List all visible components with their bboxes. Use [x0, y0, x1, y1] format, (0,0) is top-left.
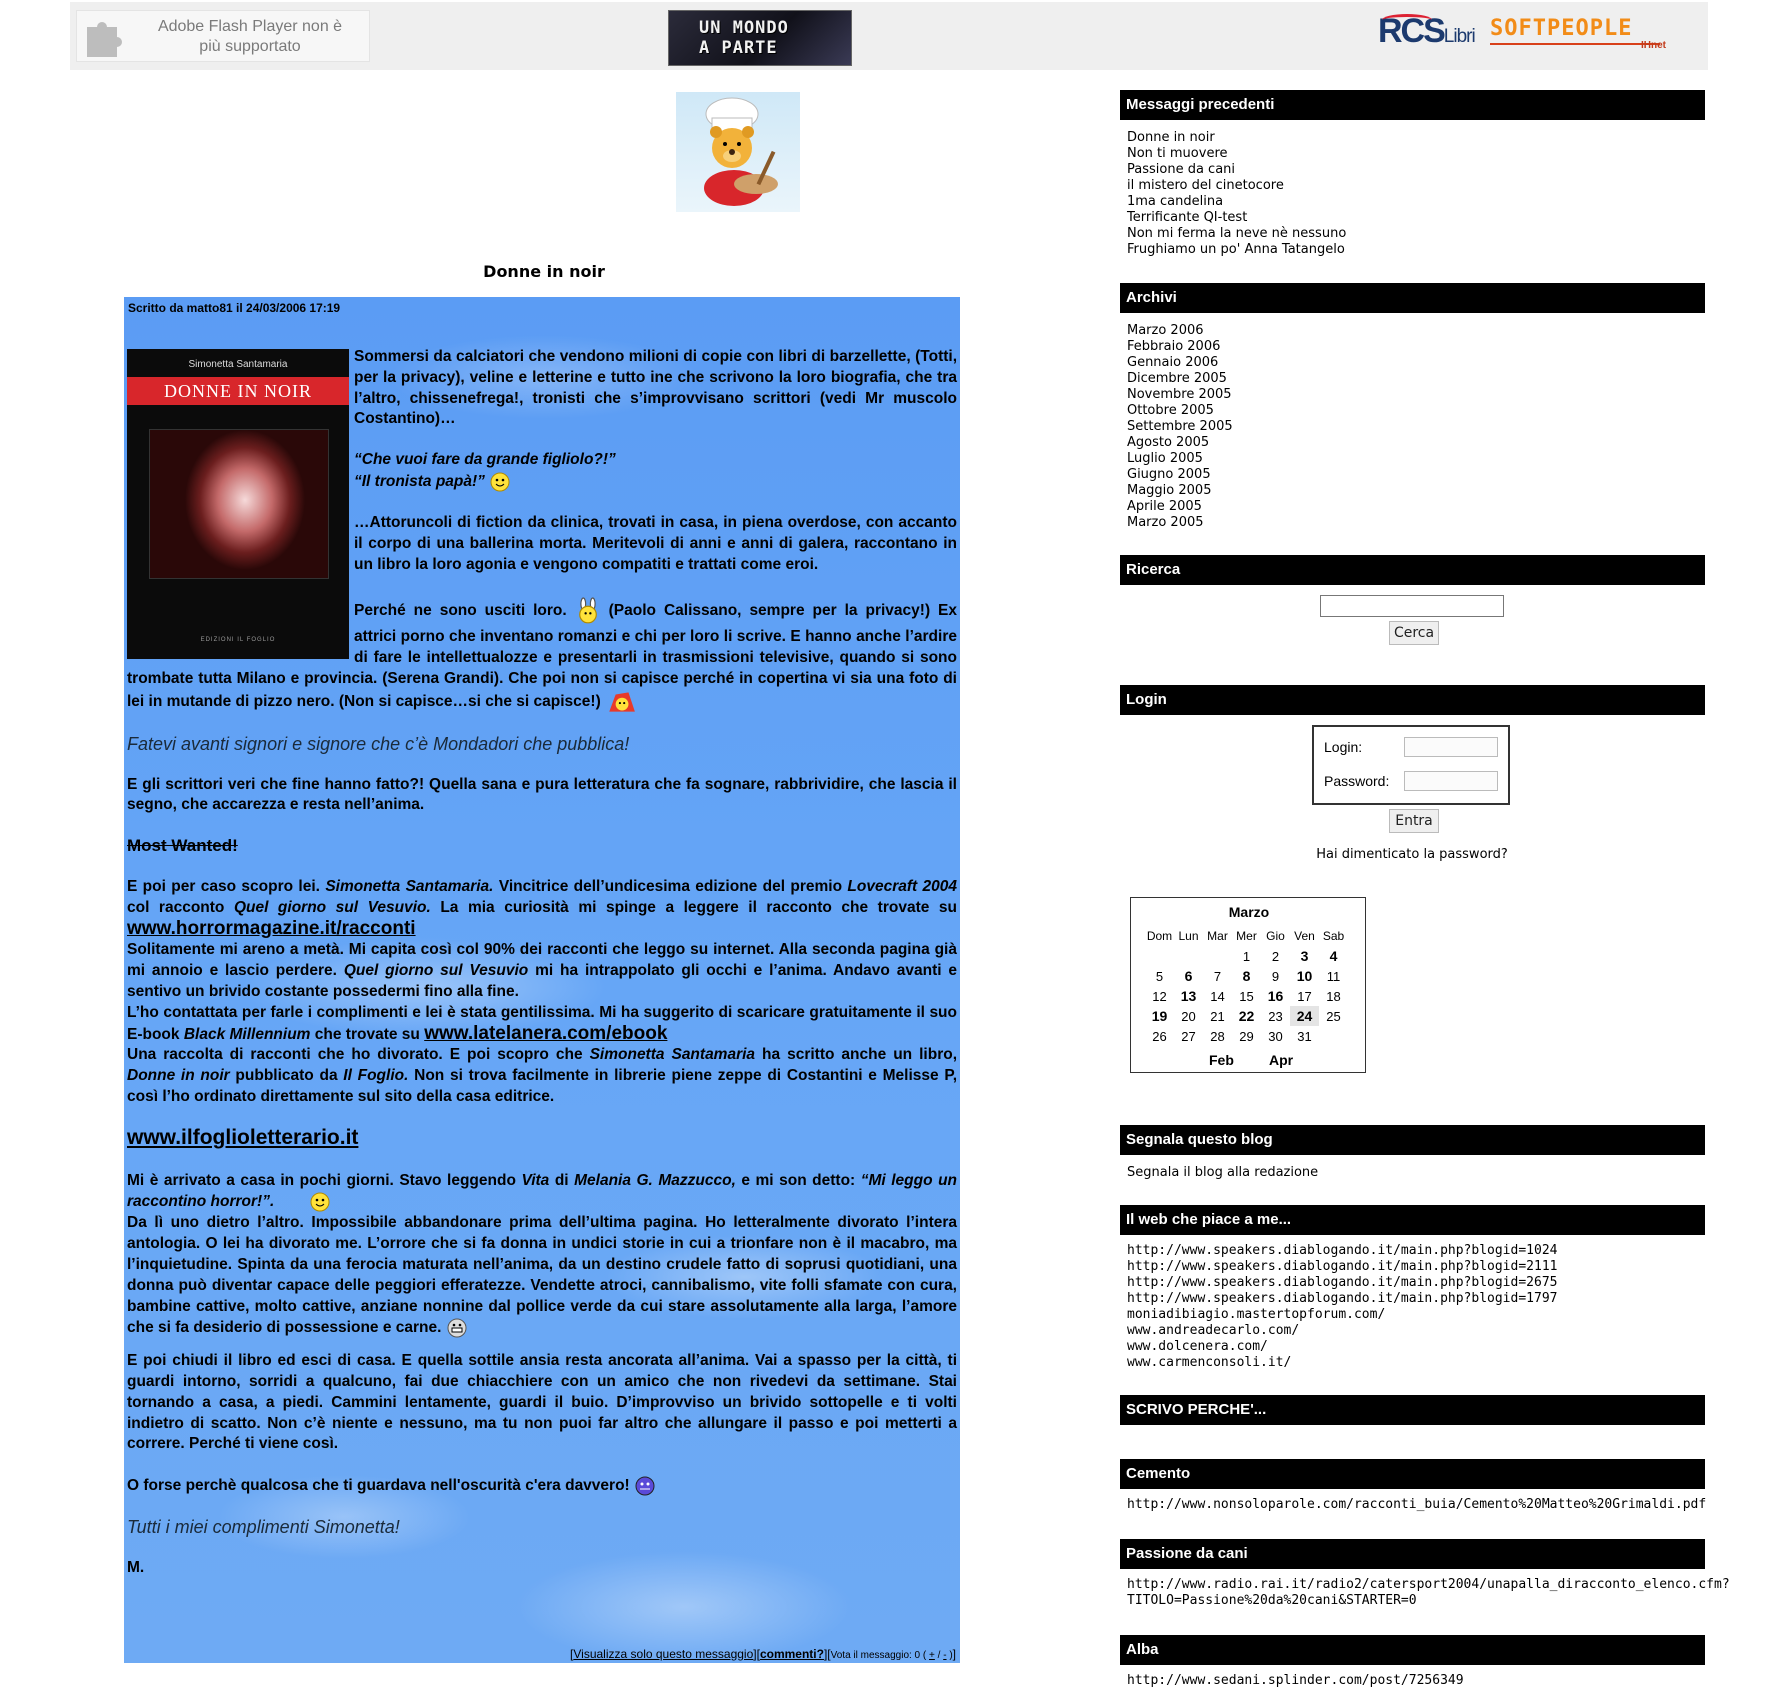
- softpeople-text: SOFTPEOPLE: [1490, 16, 1633, 41]
- spacer: [127, 1339, 957, 1351]
- search-input[interactable]: [1320, 595, 1504, 617]
- book-cover-publisher: EDIZIONI IL FOGLIO: [200, 637, 276, 643]
- vote-plus-link[interactable]: +: [929, 1650, 935, 1661]
- passione-section: [1120, 1569, 1730, 1635]
- calendar-week: [1145, 986, 1348, 1006]
- grin-smiley-icon: [446, 1317, 468, 1339]
- calendar-day-20: 20: [1181, 1008, 1196, 1024]
- p6-book: Donne in noir: [127, 1067, 230, 1085]
- alba-header: Alba: [1120, 1635, 1705, 1665]
- p5-a: E poi per caso scopro lei.: [127, 877, 320, 895]
- web-link[interactable]: http://www.speakers.diablogando.it/main.php?blogid=1024: [1127, 1243, 1558, 1258]
- recent-item[interactable]: il mistero del cinetocore: [1127, 178, 1284, 193]
- calendar-day-header: Ven: [1294, 929, 1315, 943]
- winnie-pooh-chef-mascot: [676, 92, 800, 212]
- password-field[interactable]: [1404, 771, 1498, 791]
- archive-header: Archivi: [1120, 283, 1705, 313]
- p6-pub: Il Foglio.: [343, 1067, 409, 1085]
- calendar-week: [1145, 1026, 1348, 1046]
- recent-item[interactable]: Frughiamo un po' Anna Tatangelo: [1127, 242, 1345, 257]
- sidebar: [1120, 90, 1730, 1689]
- p6-a: Solitamente mi areno a metà. Mi capita così col 90% dei racconti che leggo su internet. Alla seconda pagina già mi annoio e lascio perdere.: [127, 941, 957, 980]
- calendar-day-6[interactable]: 6: [1184, 968, 1193, 984]
- calendar-day-23: 23: [1268, 1008, 1283, 1024]
- archive-item[interactable]: Maggio 2005: [1127, 483, 1212, 498]
- paragraph-5: [127, 877, 957, 1108]
- archive-item[interactable]: Dicembre 2005: [1127, 371, 1227, 386]
- paragraph-1: Sommersi da calciatori che vendono milioni di copie con libri di barzellette, (Totti, per la privacy), veline e letterine e tutto ine che scrivono la loro biografia, che tra l’altro, chissenefrega!, tronisti che s’improvvisano scrittori (vedi Mr muscolo Costantino)…: [354, 348, 957, 428]
- calendar-day-25: 25: [1326, 1008, 1341, 1024]
- archive-item[interactable]: Luglio 2005: [1127, 451, 1203, 466]
- pooh-chef-icon: [676, 92, 800, 212]
- calendar-day-8[interactable]: 8: [1242, 968, 1251, 984]
- calendar-day-header: Mer: [1236, 929, 1257, 943]
- search-header: Ricerca: [1120, 555, 1705, 585]
- calendar-day-24[interactable]: 24: [1290, 1006, 1319, 1026]
- archive-list: [1120, 313, 1705, 555]
- scrivo-perche-header: SCRIVO PERCHE'...: [1120, 1395, 1705, 1425]
- paragraph-10: [127, 1475, 957, 1497]
- calendar-month: Marzo: [1228, 904, 1270, 920]
- smiley-icon: [489, 471, 511, 493]
- archive-item[interactable]: Febbraio 2006: [1127, 339, 1221, 354]
- calendar-day-10[interactable]: 10: [1296, 968, 1313, 984]
- calendar-day-29: 29: [1239, 1028, 1254, 1044]
- calendar-day-11: 11: [1326, 968, 1341, 984]
- calendar-empty-cell: [1145, 946, 1174, 966]
- post-meta: Scritto da matto81 il 24/03/2006 17:19: [128, 301, 341, 315]
- p7-c: e mi son detto:: [741, 1171, 856, 1189]
- calendar-day-17: 17: [1297, 988, 1312, 1004]
- calendar-day-2: 2: [1271, 948, 1280, 964]
- view-only-message-link[interactable]: Visualizza solo questo messaggio: [573, 1647, 754, 1661]
- archive-item[interactable]: Novembre 2005: [1127, 387, 1232, 402]
- calendar-day-26: 26: [1152, 1028, 1167, 1044]
- web-link[interactable]: www.andreadecarlo.com/: [1127, 1323, 1300, 1338]
- archive-item[interactable]: Settembre 2005: [1127, 419, 1233, 434]
- calendar-day-3[interactable]: 3: [1300, 948, 1309, 964]
- site-header: [70, 2, 1708, 70]
- p5-d: La mia curiosità mi spinge a leggere il racconto che trovate su: [440, 898, 957, 916]
- calendar-prev-month[interactable]: Feb: [1209, 1052, 1234, 1068]
- p7-author: Melania G. Mazzucco,: [574, 1171, 736, 1189]
- red-hood-smiley-icon: [605, 690, 637, 714]
- calendar-empty-cell: [1174, 946, 1203, 966]
- paragraph-2: …Attoruncoli di fiction da clinica, trovati in casa, in piena overdose, con accanto il corpo di una ballerina morta. Meritevoli di anni e anni di galera, raccontano in un libro la loro agonia e vengono compatiti e trattati come eroi.: [354, 513, 957, 573]
- recent-item[interactable]: Non mi ferma la neve nè nessuno: [1127, 226, 1347, 241]
- archive-item[interactable]: Marzo 2005: [1127, 515, 1204, 530]
- search-section: [1120, 585, 1705, 685]
- recent-messages-header: Messaggi precedenti: [1120, 90, 1705, 120]
- softpeople-logo[interactable]: [1490, 16, 1690, 56]
- calendar-day-14: 14: [1210, 988, 1225, 1004]
- latelanera-link[interactable]: www.latelanera.com/ebook: [424, 1022, 668, 1044]
- rcs-text: RCS: [1378, 12, 1444, 50]
- p6-name: Simonetta Santamaria: [589, 1046, 756, 1064]
- calendar-empty-cell: [1319, 1026, 1348, 1046]
- paragraph-10-text: O forse perchè qualcosa che ti guardava nell'oscurità c'era davvero!: [127, 1477, 630, 1495]
- softpeople-underline: [1490, 43, 1660, 45]
- flash-placeholder[interactable]: [76, 10, 370, 62]
- calendar-day-30: 30: [1268, 1028, 1283, 1044]
- search-button[interactable]: Cerca: [1389, 621, 1439, 645]
- bunny-smiley-icon: [575, 595, 601, 627]
- compliments-italic: Tutti i miei complimenti Simonetta!: [127, 1517, 400, 1538]
- p5-c: col racconto: [127, 898, 225, 916]
- login-header: Login: [1120, 685, 1705, 715]
- calendar-day-18: 18: [1326, 988, 1341, 1004]
- signal-blog-section: [1120, 1155, 1705, 1205]
- web-link[interactable]: http://www.speakers.diablogando.it/main.php?blogid=2675: [1127, 1275, 1558, 1290]
- calendar-day-4[interactable]: 4: [1329, 948, 1338, 964]
- archive-item[interactable]: Marzo 2006: [1127, 323, 1204, 338]
- calendar-day-7: 7: [1213, 968, 1222, 984]
- web-link[interactable]: moniadibiagio.mastertopforum.com/: [1127, 1307, 1386, 1322]
- calendar-week: [1145, 966, 1348, 986]
- recent-item[interactable]: Passione da cani: [1127, 162, 1236, 177]
- foglio-link-paragraph: [127, 1125, 957, 1151]
- web-link[interactable]: www.dolcenera.com/: [1127, 1339, 1268, 1354]
- calendar-week: [1145, 946, 1348, 966]
- un-mondo-a-parte-logo[interactable]: [668, 10, 852, 66]
- web-links-list: [1120, 1235, 1705, 1395]
- p6-story: Quel giorno sul Vesuvio: [343, 962, 529, 980]
- vote-label: Vota il messaggio: 0: [830, 1650, 921, 1661]
- p5-prize: Lovecraft 2004: [847, 877, 958, 895]
- mondadori-italic: Fatevi avanti signori e signore che c’è Mondadori che pubblica!: [127, 733, 630, 754]
- logo-mondo-line-1: UN MONDO: [699, 18, 789, 38]
- calendar-grid: [1145, 926, 1348, 1046]
- flash-message-line-2: più supportato: [199, 38, 301, 55]
- login-section: [1120, 715, 1705, 1125]
- calendar-day-31: 31: [1297, 1028, 1312, 1044]
- password-label: Password:: [1324, 773, 1390, 789]
- ilfoglioletterario-link[interactable]: www.ilfoglioletterario.it: [127, 1125, 359, 1149]
- p6-b: mi ha intrappolato gli occhi e l’anima. Andavo avanti e sentivo un brivido costante possedermi fino alla fine.: [127, 962, 957, 1000]
- calendar-day-header: Dom: [1146, 929, 1173, 943]
- login-field[interactable]: [1404, 737, 1498, 757]
- calendar-day-13[interactable]: 13: [1180, 988, 1197, 1004]
- rcs-libri-logo[interactable]: [1378, 12, 1478, 52]
- login-label: Login:: [1324, 739, 1363, 755]
- p7-a: Mi è arrivato a casa in pochi giorni. Stavo leggendo: [127, 1171, 516, 1189]
- devil-smiley-icon: [634, 1475, 656, 1497]
- archive-item[interactable]: Ottobre 2005: [1127, 403, 1214, 418]
- cemento-link[interactable]: http://www.nonsoloparole.com/racconti_buia/Cemento%20Matteo%20Grimaldi.pdf: [1127, 1497, 1707, 1512]
- libri-text: Libri: [1443, 26, 1475, 47]
- paragraph-4: E gli scrittori veri che fine hanno fatto?! Quella sana e pura letteratura che fa sognare, rabbrividire, che lascia il segno, che accarezza e resta nell’anima.: [127, 775, 957, 814]
- web-link[interactable]: http://www.speakers.diablogando.it/main.php?blogid=2111: [1127, 1259, 1558, 1274]
- p5-story: Quel giorno sul Vesuvio.: [233, 898, 431, 916]
- p6-g: pubblicato da: [235, 1067, 338, 1085]
- calendar-day-header: Lun: [1178, 929, 1199, 943]
- calendar-day-header: Sab: [1322, 929, 1345, 943]
- calendar-day-27: 27: [1181, 1028, 1196, 1044]
- p6-ebook: Black Millennium: [183, 1025, 311, 1043]
- calendar-day-12: 12: [1152, 988, 1167, 1004]
- flash-message: [135, 17, 365, 57]
- calendar-day-5: 5: [1155, 968, 1164, 984]
- login-form: [1312, 725, 1510, 805]
- ihnet-text: IHnet: [1641, 40, 1666, 51]
- archive-item[interactable]: Gennaio 2006: [1127, 355, 1219, 370]
- post-body: [127, 347, 957, 1599]
- p5-author-name: Simonetta Santamaria.: [325, 877, 494, 895]
- post-container: [124, 297, 960, 1663]
- calendar-day-9: 9: [1271, 968, 1280, 984]
- post-footer: [Visualizza solo questo messaggio][commenti?][Vota il messaggio: 0 ( + / - )]: [570, 1647, 956, 1661]
- paragraph-7: [127, 1171, 957, 1340]
- logo-mondo-line-2: A PARTE: [699, 38, 778, 58]
- calendar: [1130, 897, 1366, 1073]
- cemento-header: Cemento: [1120, 1459, 1705, 1489]
- paragraph-3-start: Perché ne sono usciti loro.: [354, 602, 567, 620]
- calendar-day-21: 21: [1210, 1008, 1225, 1024]
- archive-item[interactable]: Giugno 2005: [1127, 467, 1211, 482]
- forgot-password-link[interactable]: Hai dimenticato la password?: [1316, 847, 1508, 862]
- archive-item[interactable]: Aprile 2005: [1127, 499, 1202, 514]
- scrivo-perche-section: [1120, 1425, 1705, 1459]
- recent-item[interactable]: Terrificante QI-test: [1127, 210, 1248, 225]
- cemento-section: [1120, 1489, 1705, 1539]
- web-link[interactable]: http://www.speakers.diablogando.it/main.php?blogid=1797: [1127, 1291, 1558, 1306]
- cover-spacer: [127, 347, 354, 659]
- passione-link-1[interactable]: http://www.radio.rai.it/radio2/catersport2004/unapalla_diracconto_elenco.cfm?: [1127, 1577, 1730, 1592]
- p6-e: Una raccolta di racconti che ho divorato. E poi scopro che: [127, 1046, 583, 1064]
- calendar-day-16[interactable]: 16: [1267, 988, 1284, 1004]
- p6-f: ha scritto anche un libro,: [762, 1046, 957, 1064]
- calendar-empty-cell: [1203, 946, 1232, 966]
- passione-header: Passione da cani: [1120, 1539, 1705, 1569]
- signal-blog-link[interactable]: Segnala il blog alla redazione: [1127, 1165, 1319, 1180]
- rcs-swoosh-icon: [1382, 14, 1432, 26]
- vote-minus-link[interactable]: -: [943, 1650, 947, 1661]
- p6-c: L’ho contattata per farle i complimenti e lei è stata gentilissima. Mi ha suggerito di scaricare gratuitamente il suo E-book: [127, 1003, 957, 1043]
- p5-b: Vincitrice dell’undicesima edizione del premio: [498, 877, 843, 895]
- book-cover-author: Simonetta Santamaria: [188, 359, 288, 370]
- post-title: Donne in noir: [483, 262, 605, 281]
- recent-messages-list: [1120, 120, 1705, 283]
- p6-h: Non si trova facilmente in librerie piene zeppe di Costantini e Melisse P, così l’ho ordinato direttamente sul sito della casa editrice.: [127, 1067, 957, 1105]
- passione-link-2[interactable]: TITOLO=Passione%20da%20cani&STARTER=0: [1127, 1593, 1417, 1608]
- p7-vita: Vita: [521, 1171, 550, 1189]
- alba-link[interactable]: http://www.sedani.splinder.com/post/7256349: [1127, 1673, 1464, 1688]
- archive-item[interactable]: Agosto 2005: [1127, 435, 1210, 450]
- calendar-day-15: 15: [1239, 988, 1254, 1004]
- calendar-week: [1145, 1006, 1348, 1026]
- recent-item[interactable]: Donne in noir: [1127, 130, 1215, 145]
- calendar-day-header: Gio: [1266, 929, 1285, 943]
- horrormagazine-link[interactable]: www.horrormagazine.it/racconti: [127, 917, 416, 939]
- calendar-day-28: 28: [1210, 1028, 1225, 1044]
- recent-item[interactable]: Non ti muovere: [1127, 146, 1228, 161]
- login-button[interactable]: Entra: [1389, 809, 1439, 833]
- comments-link[interactable]: commenti?: [759, 1647, 824, 1661]
- web-link[interactable]: www.carmenconsoli.it/: [1127, 1355, 1292, 1370]
- flash-message-line-1: Adobe Flash Player non è: [157, 18, 343, 35]
- paragraph-8: Da lì uno dietro l’altro. Impossibile abbandonare prima dell’ultima pagina. Ho letteralmente divorato l’intera antologia. O lei ha divorato me. L’orrore che si fa donna in undici storie in cui a trionfare non è il macabro, ma l’inquietudine. Spinta da una ferocia maturata nell’anima, da un destino crudele fatto di soprusi quotidiani, una donna può diventar capace delle peggiori efferatezze. Vendette atroci, cannibalismo, vite folli sfamate con cura, bambine cattive, molto cattive, anziane nonnine dal pollice verde da cui stare assolutamente alla larga, l’amore che si fa desiderio di possessione e carne.: [127, 1214, 957, 1337]
- p7-b: di: [554, 1171, 569, 1189]
- quote-line-1: “Che vuoi fare da grande figliolo?!”: [354, 451, 616, 469]
- quote-line-2: “Il tronista papà!”: [354, 473, 485, 491]
- most-wanted-heading: Most Wanted!: [127, 836, 238, 856]
- alba-section: [1120, 1665, 1705, 1689]
- smiley-icon-2: [309, 1191, 331, 1213]
- p6-d: che trovate su: [314, 1025, 420, 1043]
- signal-blog-header: Segnala questo blog: [1120, 1125, 1705, 1155]
- signature: M.: [127, 1559, 145, 1577]
- calendar-next-month[interactable]: Apr: [1269, 1052, 1294, 1068]
- calendar-day-19[interactable]: 19: [1151, 1008, 1168, 1024]
- calendar-day-22[interactable]: 22: [1238, 1008, 1255, 1024]
- p7-quote: “Mi leggo un raccontino horror!”.: [127, 1171, 957, 1211]
- puzzle-plugin-icon: [83, 17, 127, 57]
- web-links-header: Il web che piace a me...: [1120, 1205, 1705, 1235]
- paragraph-3-end: (Paolo Calissano, sempre per la privacy!) Ex attrici porno che inventano romanzi e chi per loro li scrive. E hanno anche l’ardire di fare le intellettualozze e presentarli in trasmissioni televisive, quando si sono trombate tutta Milano e provincia. (Serena Grandi). Che poi non si capisce perché in copertina vi sia una foto di lei in mutande di pizzo nero. (Non si capisce…si che si capisce!): [127, 602, 958, 710]
- recent-item[interactable]: 1ma candelina: [1127, 194, 1224, 209]
- book-cover-title: DONNE IN NOIR: [127, 377, 349, 405]
- paragraph-9: E poi chiudi il libro ed esci di casa. E quella sottile ansia resta ancorata all’anima. Vai a spasso per la città, ti guardi intorno, sorridi a qualcuno, fai due chiacchiere con un amico che non rivedevi da settimane. Stai tornando a casa, a piedi. Cammini lentamente, guardi il buio. D’improvviso un brivido sottopelle e ti volti indietro di scatto. Non c’è niente e nessuno, ma tu non puoi far altro che allungare il passo e poi metterti a correre. Perché ti viene così.: [127, 1352, 957, 1453]
- calendar-day-header: Mar: [1207, 929, 1228, 943]
- calendar-day-1: 1: [1242, 948, 1251, 964]
